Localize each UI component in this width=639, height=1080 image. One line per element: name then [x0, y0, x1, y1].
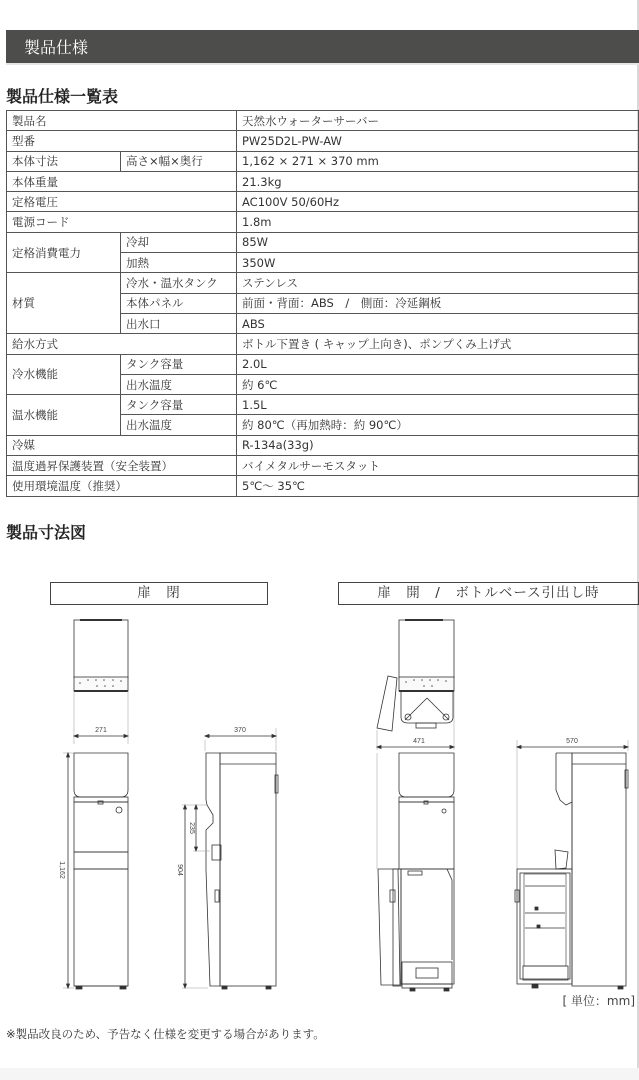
total-height-dim: 1,162	[58, 861, 65, 879]
spec-sublabel: 冷水・温水タンク	[121, 273, 237, 293]
dimension-diagram-title: 製品寸法図	[6, 523, 87, 542]
spec-sublabel: 加熱	[121, 253, 237, 273]
spec-value: 前面・背面：ABS / 側面：冷延鋼板	[237, 293, 639, 313]
closed-depth-dim: 370	[234, 727, 246, 734]
spec-sublabel: 冷却	[121, 232, 237, 252]
page-bottom-band	[0, 1068, 639, 1080]
spec-value: AC100V 50/60Hz	[237, 192, 639, 212]
spec-label: 温度過昇保護装置（安全装置）	[7, 456, 237, 476]
spec-value: 1.8m	[237, 212, 639, 232]
spec-value: 1.5L	[237, 395, 639, 415]
spec-sublabel: タンク容量	[121, 395, 237, 415]
spec-sublabel: 本体パネル	[121, 293, 237, 313]
spec-label: 材質	[7, 273, 121, 334]
section-header-title: 製品仕様	[24, 38, 89, 57]
spec-label: 本体重量	[7, 171, 237, 191]
spec-label: 電源コード	[7, 212, 237, 232]
open-side-view	[515, 738, 628, 989]
door-open-label: 扉 開 / ボトルベース引出し時	[338, 582, 639, 605]
closed-front-view	[58, 620, 128, 989]
spec-value: 約 80℃（再加熱時：約 90℃）	[237, 415, 639, 435]
tray-height-dim: 235	[188, 822, 195, 834]
spec-label: 温水機能	[7, 395, 121, 436]
spec-value: ボトル下置き ( キャップ上向き)、ポンプくみ上げ式	[237, 334, 639, 354]
spec-label: 定格消費電力	[7, 232, 121, 273]
spec-table-title: 製品仕様一覧表	[6, 87, 119, 106]
spec-value: 2.0L	[237, 354, 639, 374]
spec-label: 給水方式	[7, 334, 237, 354]
open-depth-dim: 570	[566, 738, 578, 745]
spec-value: PW25D2L-PW-AW	[237, 131, 639, 151]
spec-value: 約 6℃	[237, 374, 639, 394]
spec-label: 冷水機能	[7, 354, 121, 395]
unit-label: [ 単位：mm]	[562, 994, 635, 1008]
spec-value: 天然水ウォーターサーバー	[237, 111, 639, 131]
spec-sublabel: 出水温度	[121, 415, 237, 435]
door-closed-label: 扉 閉	[50, 582, 268, 605]
open-width-dim: 471	[413, 738, 425, 745]
closed-side-view	[176, 727, 278, 989]
spec-sublabel: 出水口	[121, 313, 237, 333]
spec-value: 5℃～ 35℃	[237, 476, 639, 496]
spec-value: 350W	[237, 253, 639, 273]
closed-width-dim: 271	[95, 727, 107, 734]
disclaimer-note: ※製品改良のため、予告なく仕様を変更する場合があります。	[6, 1027, 325, 1041]
spec-label: 定格電圧	[7, 192, 237, 212]
tap-height-dim: 904	[176, 864, 183, 876]
spec-label: 製品名	[7, 111, 237, 131]
spec-value: ABS	[237, 313, 639, 333]
spec-value: バイメタルサーモスタット	[237, 456, 639, 476]
spec-label: 冷媒	[7, 435, 237, 455]
spec-value: R-134a(33g)	[237, 435, 639, 455]
spec-value: ステンレス	[237, 273, 639, 293]
spec-value: 85W	[237, 232, 639, 252]
spec-value: 1,162 × 271 × 370 mm	[237, 151, 639, 171]
spec-sublabel: 高さ×幅×奥行	[121, 151, 237, 171]
spec-sublabel: タンク容量	[121, 354, 237, 374]
spec-label: 使用環境温度（推奨）	[7, 476, 237, 496]
open-front-view	[377, 620, 454, 991]
spec-label: 型番	[7, 131, 237, 151]
spec-sublabel: 出水温度	[121, 374, 237, 394]
spec-label: 本体寸法	[7, 151, 121, 171]
spec-value: 21.3kg	[237, 171, 639, 191]
